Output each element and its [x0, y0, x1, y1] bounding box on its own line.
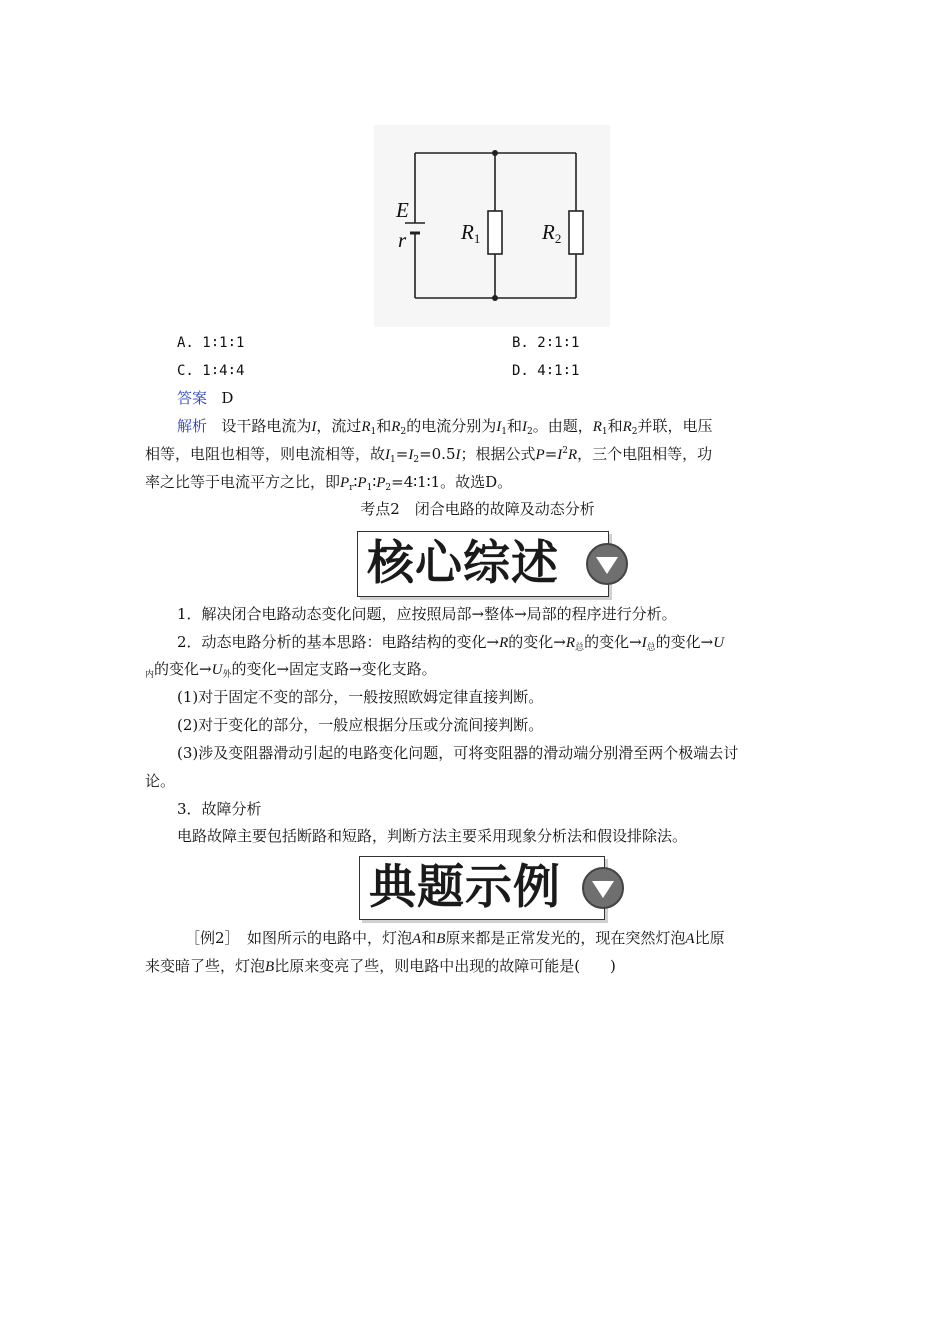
summary-p1: 1．解决闭合电路动态变化问题，应按照局部→整体→局部的程序进行分析。 — [177, 605, 677, 623]
circuit-diagram — [374, 125, 610, 327]
label-r: r — [398, 228, 407, 252]
option-b: B. 2∶1∶1 — [512, 335, 580, 351]
label-r2: R2 — [542, 220, 562, 246]
analysis-line-3: 率之比等于电流平方之比，即$P_r∶P_1∶P_2=4∶1∶1$。故选D。 — [145, 473, 513, 493]
resistor-r1 — [488, 211, 502, 254]
analysis-line-1: 解析 设干路电流为I，流过$R_1$和$R_2$的电流分别为$I_1$和$I_2$。由题，$R_1$和$R_2$并联，电压 — [177, 417, 713, 437]
banner-core-summary-text: 核心综述 — [367, 536, 559, 591]
example-line-2: 来变暗了些，灯泡B比原来变亮了些，则电路中出现的故障可能是( ) — [145, 957, 616, 975]
analysis-label: 解析 — [177, 417, 208, 435]
option-d: D. 4∶1∶1 — [512, 363, 580, 379]
analysis-line-2: 相等，电阻也相等，则电流相等，故$I_1=I_2=0.5I$；根据公式$P=I^2R$，三个电阻相等，功 — [145, 445, 713, 465]
summary-p5: (2)对于变化的部分，一般应根据分压或分流间接判断。 — [177, 716, 544, 734]
answer-label: 答案 — [177, 389, 208, 407]
label-r1: R1 — [461, 220, 481, 246]
summary-p2: 2．动态电路分析的基本思路：电路结构的变化→R的变化$\to R_总$的变化$\to I_总$的变化→U — [177, 633, 725, 653]
triangle-down-icon — [586, 543, 628, 585]
junction-top — [492, 150, 498, 156]
summary-p3: $_内$的变化$\to U_外$的变化→固定支路→变化支路。 — [145, 660, 437, 680]
banner-typical-example — [359, 856, 605, 920]
banner-core-summary — [357, 531, 609, 597]
summary-p7: 论。 — [145, 772, 176, 790]
summary-p9: 电路故障主要包括断路和短路，判断方法主要采用现象分析法和假设排除法。 — [177, 827, 688, 845]
label-e: E — [396, 198, 409, 222]
section-title: 考点2 闭合电路的故障及动态分析 — [360, 500, 595, 518]
banner-typical-example-text: 典题示例 — [369, 860, 561, 915]
junction-bottom — [492, 295, 498, 301]
answer-value: D — [221, 389, 234, 407]
triangle-down-icon — [582, 867, 624, 909]
option-a: A. 1∶1∶1 — [177, 335, 245, 351]
example-line-1: ［例2］ 如图所示的电路中，灯泡A和B原来都是正常发光的，现在突然灯泡A比原 — [185, 929, 725, 947]
answer-line — [177, 388, 842, 408]
option-c: C. 1∶4∶4 — [177, 363, 245, 379]
summary-p8: 3．故障分析 — [177, 800, 262, 818]
resistor-r2 — [569, 211, 583, 254]
summary-p6: (3)涉及变阻器滑动引起的电路变化问题，可将变阻器的滑动端分别滑至两个极端去讨 — [177, 744, 739, 762]
summary-p4: (1)对于固定不变的部分，一般按照欧姆定律直接判断。 — [177, 688, 544, 706]
